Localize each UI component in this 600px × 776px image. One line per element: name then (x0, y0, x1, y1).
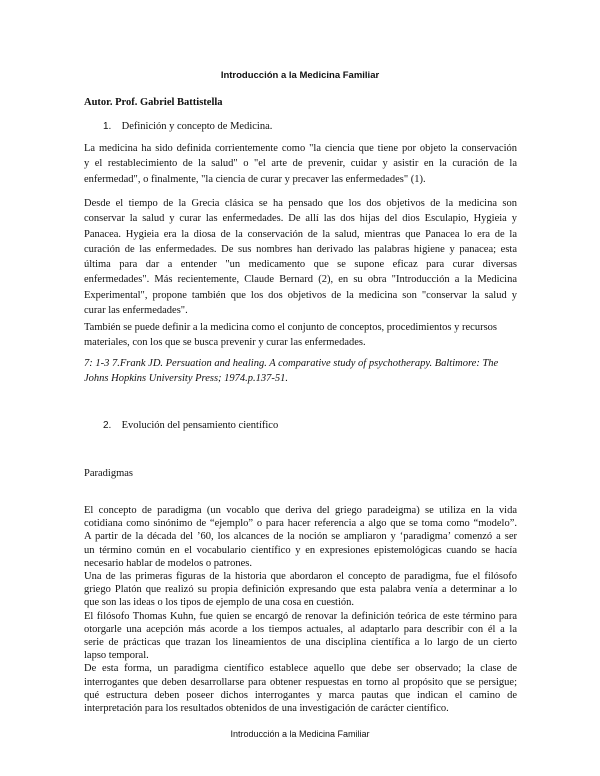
text-line: interpretación para los resultados obtenidos de una investigación de carácter científico. (84, 703, 449, 715)
text-line: enfermedad", o finalmente, "la ciencia de curar y precaver las enfermedades" (1). (84, 173, 426, 185)
text-line: A partir de la década del ’60, los alcances de la noción se ampliaron y ‘paradigma’ comenzó a ser (84, 531, 517, 543)
text-line: Johns Hopkins University Press; 1974.p.137-51. (84, 373, 289, 385)
text-line: Panacea. Hygieia era la diosa de la conservación de la salud, mientras que Panacea lo era de la (84, 228, 517, 240)
section-heading-1 (103, 121, 272, 132)
text-line: interrogantes que deben desarrollarse para obtener respuestas en torno al propósito que se persigue; (84, 676, 517, 688)
author-line: Autor. Prof. Gabriel Battistella (84, 97, 223, 108)
text-line: griego Platón que realizó su propia definición expresando que esta palabra venía a determinar a lo (84, 584, 517, 596)
text-line: cotidiana como sinónimo de “ejemplo” o para hacer referencia a algo que se toma como “modelo”. (84, 518, 517, 530)
text-line: Experimental", propone también que los dos objetivos de la medicina son "conservar la salud y (84, 289, 517, 301)
paragraph-concepts (84, 320, 517, 351)
text-line: que son las ideas o los tipos de ejemplo de una cosa en cuestión. (84, 597, 355, 609)
section-number: 1. (103, 121, 112, 132)
text-line: El concepto de paradigma (un vocablo que deriva del griego paradeigma) se utiliza en la vida (84, 505, 517, 516)
text-line: enfermedades". Más recientemente, Claude Bernard (2), en su obra "Introducción a la Medicina (84, 274, 517, 286)
text-line: La medicina ha sido definida corrientemente como "la ciencia que tiene por objeto la conservación (84, 143, 517, 154)
section-title: Definición y concepto de Medicina. (121, 121, 273, 132)
text-line: Una de las primeras figuras de la historia que abordaron el concepto de paradigma, fue el filósofo (84, 571, 517, 583)
text-line: un término común en el vocabulario científico y en expresiones epistemológicas cuando se hacía (84, 544, 517, 556)
text-line: curación de las enfermedades. De sus nombres han derivado las palabras higiene y panacea; esta (84, 243, 517, 255)
text-line: necesario hablar de modelos o patrones. (84, 557, 252, 569)
reference-citation (84, 356, 517, 387)
paragraph-definition (84, 141, 517, 187)
page-footer: Introducción a la Medicina Familiar (230, 729, 370, 739)
section-number: 2. (103, 420, 112, 431)
paragraph-greece (84, 196, 517, 318)
text-line: curar las enfermedades". (84, 305, 188, 317)
text-line: qué estructura deben poseer dichos interrogantes y marca pautas que indican el camino de (84, 689, 517, 701)
text-line: materiales, con los que se busca prevenir y curar las enfermedades. (84, 337, 366, 349)
text-line: serie de prácticas que trazan los lineamientos de una disciplina científica a lo largo de un cierto (84, 637, 517, 649)
text-line: Desde el tiempo de la Grecia clásica se ha pensado que los dos objetivos de la medicina son (84, 198, 517, 209)
text-line: lapso temporal. (84, 650, 149, 662)
page-header-title: Introducción a la Medicina Familiar (220, 70, 380, 81)
text-line: última para dar a entender "un medicamento que se supone eficaz para curar diversas (84, 259, 517, 271)
text-line: y el restablecimiento de la salud" o "el arte de prevenir, cuidar y asistir en la curación de la (84, 158, 517, 170)
text-line: conservar la salud y curar las enfermedades. De allí las dos hijas del dios Esculapio, Hygieia y (84, 213, 517, 225)
text-line: 7: 1-3 7.Frank JD. Persuation and healing. A comparative study of psychotherapy. Baltimore: The (84, 358, 499, 369)
text-line: También se puede definir a la medicina como el conjunto de conceptos, procedimientos y recursos (84, 322, 498, 333)
subheading-paradigmas: Paradigmas (84, 468, 133, 479)
text-line: De esta forma, un paradigma científico establece aquello que debe ser observado; la clase de (84, 663, 517, 675)
paragraph-paradigm (84, 504, 517, 715)
text-line: El filósofo Thomas Kuhn, fue quien se encargó de renovar la definición teórica de este término para (84, 610, 517, 622)
text-line: otorgarle una acepción más acorde a los tiempos actuales, al adaptarlo para describir con él a la (84, 623, 517, 635)
section-heading-2 (103, 420, 278, 431)
section-title: Evolución del pensamiento científico (121, 420, 279, 431)
